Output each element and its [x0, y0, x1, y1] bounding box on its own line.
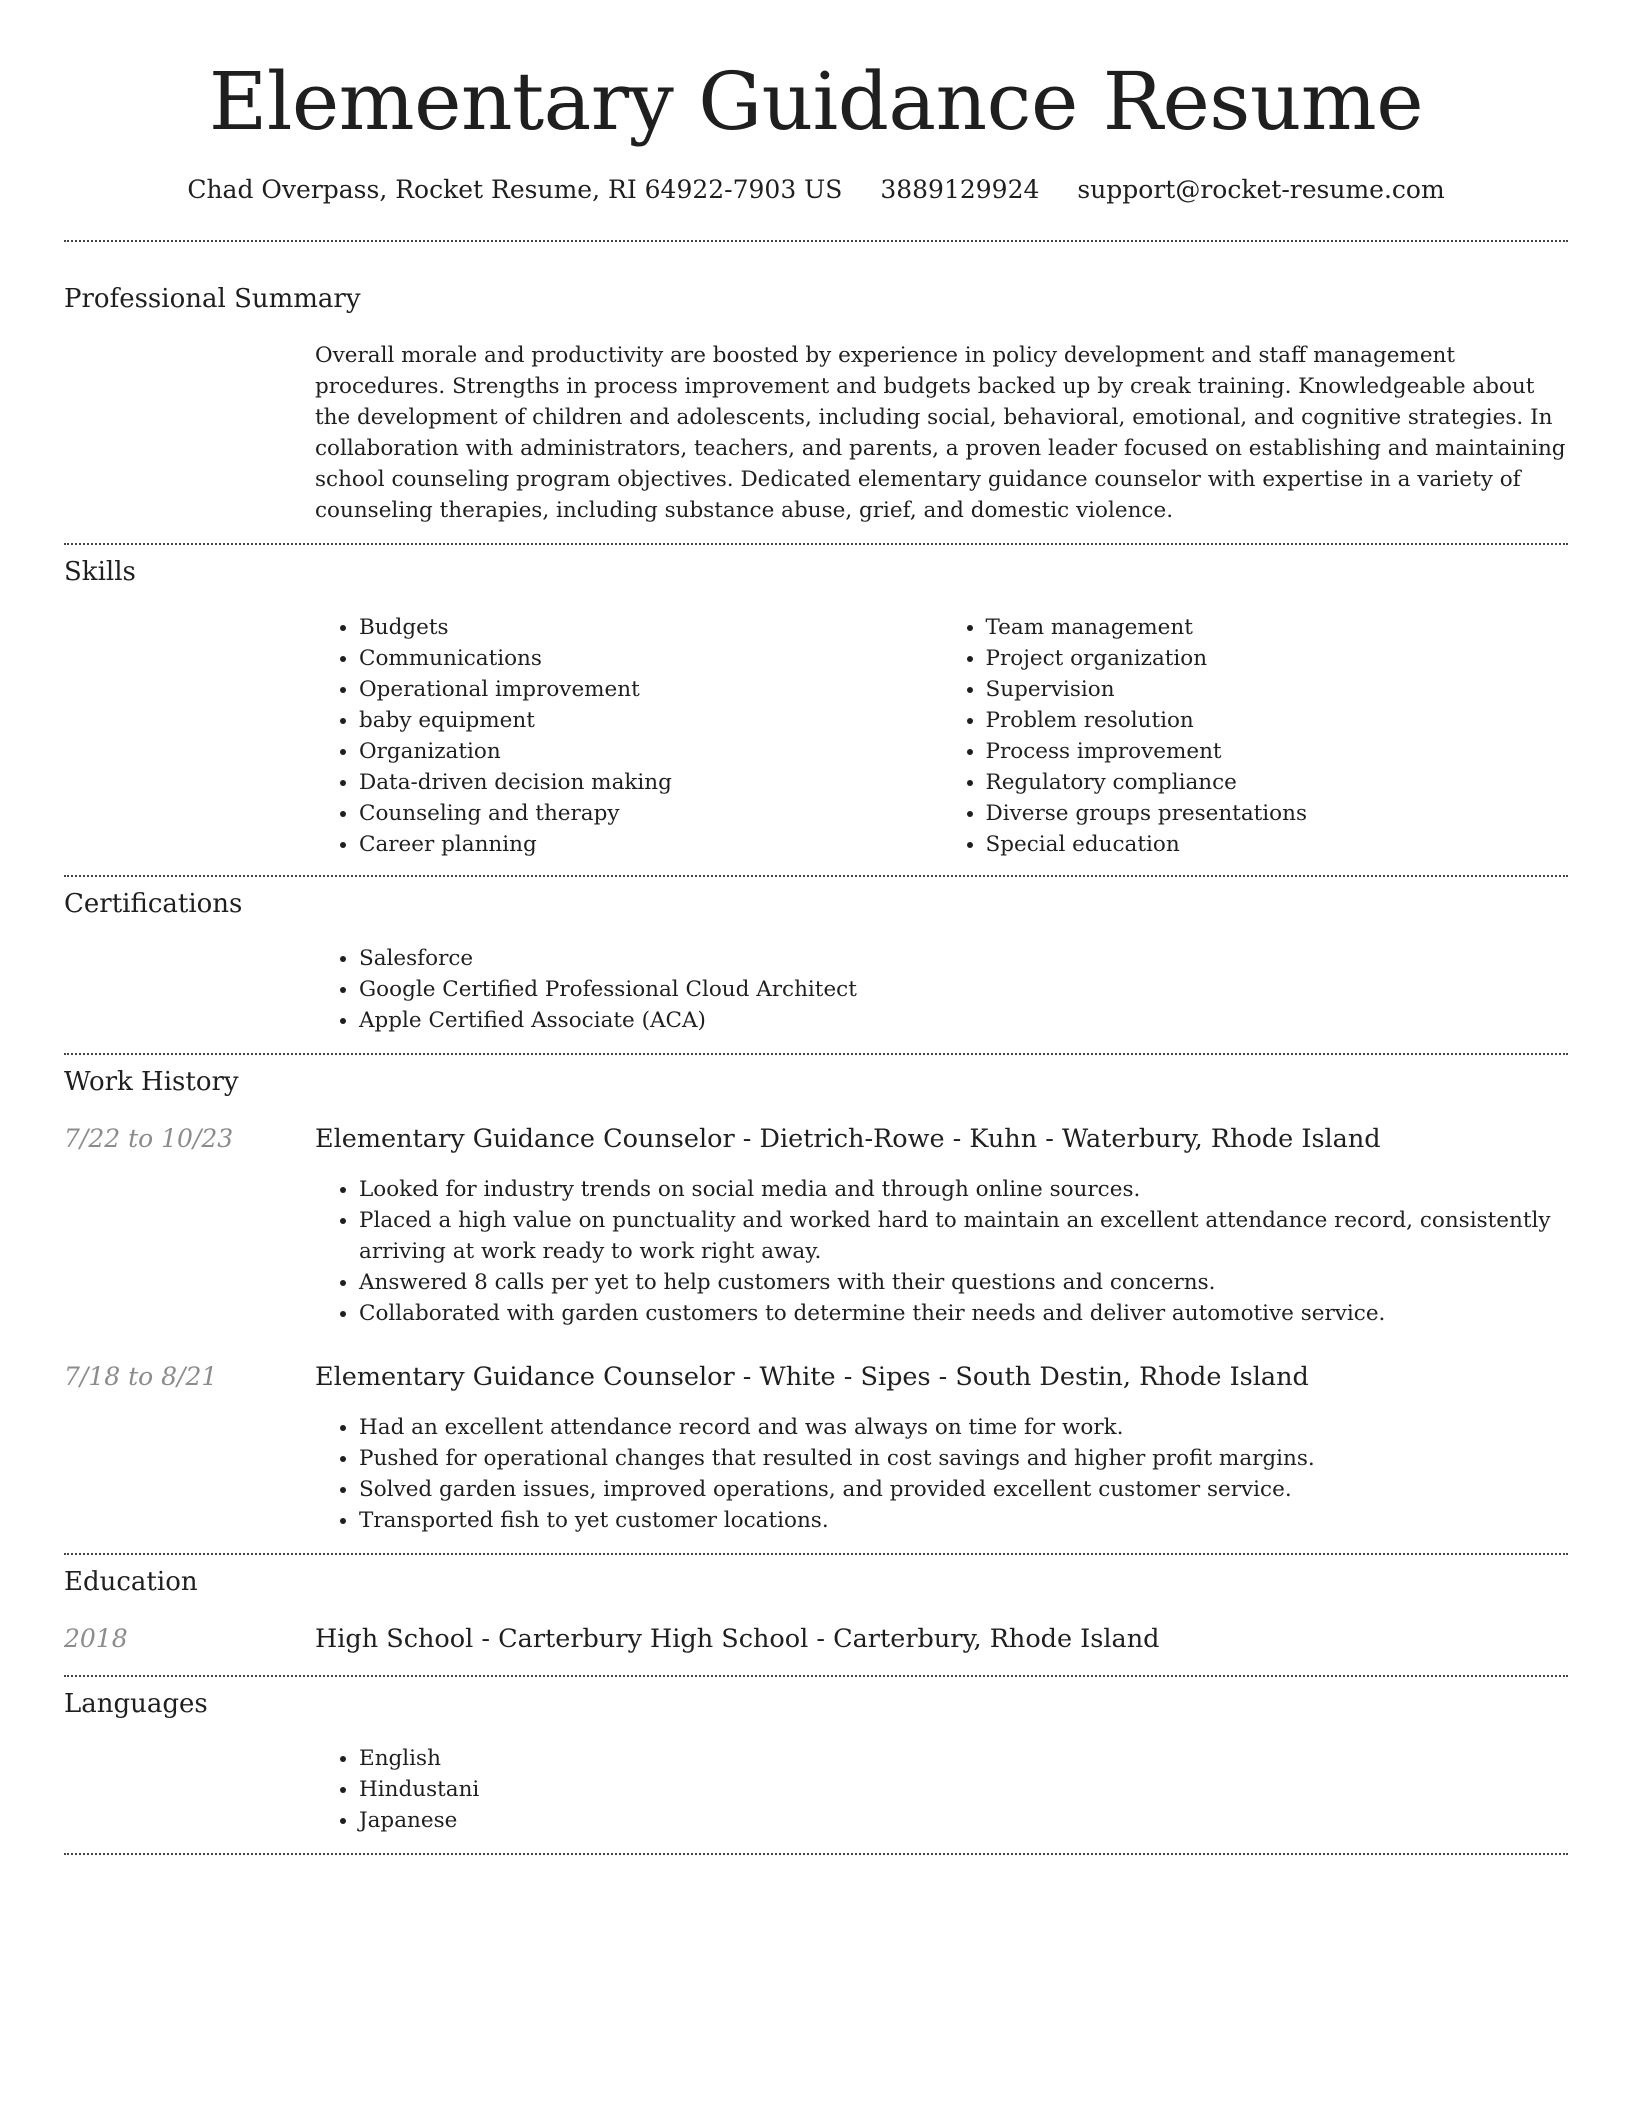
skill-item: • Project organization — [986, 643, 1569, 674]
certifications-list — [315, 943, 1568, 1036]
education-entry: High School - Carterbury High School - Carterbury, Rhode Island — [315, 1624, 1160, 1654]
education-year: 2018 — [64, 1624, 128, 1653]
section-title-work-history: Work History — [64, 1067, 239, 1097]
skill-item: • Problem resolution — [986, 705, 1569, 736]
skill-item: • Process improvement — [986, 736, 1569, 767]
divider — [64, 240, 1568, 242]
skill-item: • Data-driven decision making — [359, 767, 942, 798]
job-dates: 7/22 to 10/23 — [64, 1124, 234, 1153]
language-item: • English — [359, 1743, 1568, 1774]
job-bullet: • Pushed for operational changes that resulted in cost savings and higher profit margins. — [359, 1443, 1568, 1474]
job-bullets-block — [315, 1174, 1568, 1329]
certification-item: • Google Certified Professional Cloud Architect — [359, 974, 1568, 1005]
divider — [64, 1553, 1568, 1555]
skill-item: • Team management — [986, 612, 1569, 643]
job-bullets — [315, 1174, 1568, 1329]
job-bullets-block — [315, 1412, 1568, 1536]
skill-item: • Regulatory compliance — [986, 767, 1569, 798]
resume-title: Elementary Guidance Resume — [208, 55, 1424, 148]
skills-list-left — [315, 612, 942, 860]
job-bullet: • Had an excellent attendance record and was always on time for work. — [359, 1412, 1568, 1443]
language-item: • Japanese — [359, 1805, 1568, 1836]
skill-item: • Career planning — [359, 829, 942, 860]
contact-phone: 3889129924 — [880, 175, 1040, 204]
divider — [64, 543, 1568, 545]
contact-address: Chad Overpass, Rocket Resume, RI 64922-7903 US — [187, 175, 843, 204]
job-dates: 7/18 to 8/21 — [64, 1362, 218, 1391]
section-title-summary: Professional Summary — [64, 284, 361, 314]
divider — [64, 1853, 1568, 1855]
divider — [64, 1675, 1568, 1677]
skills-columns — [315, 612, 1568, 860]
skill-item: • baby equipment — [359, 705, 942, 736]
skill-item: • Special education — [986, 829, 1569, 860]
job-bullet: • Placed a high value on punctuality and worked hard to maintain an excellent attendance record, consistently arriving at work ready to work right away. — [359, 1205, 1568, 1267]
section-title-languages: Languages — [64, 1689, 208, 1719]
skill-item: • Budgets — [359, 612, 942, 643]
skill-item: • Operational improvement — [359, 674, 942, 705]
job-bullet: • Looked for industry trends on social media and through online sources. — [359, 1174, 1568, 1205]
languages-list — [315, 1743, 1568, 1836]
job-title: Elementary Guidance Counselor - Dietrich-Rowe - Kuhn - Waterbury, Rhode Island — [315, 1124, 1381, 1154]
certification-item: • Apple Certified Associate (ACA) — [359, 1005, 1568, 1036]
skill-item: • Communications — [359, 643, 942, 674]
summary-text-block — [315, 340, 1568, 526]
divider — [64, 875, 1568, 877]
job-bullet: • Collaborated with garden customers to determine their needs and deliver automotive service. — [359, 1298, 1568, 1329]
section-title-skills: Skills — [64, 557, 136, 587]
job-bullet: • Transported fish to yet customer locations. — [359, 1505, 1568, 1536]
certification-item: • Salesforce — [359, 943, 1568, 974]
language-item: • Hindustani — [359, 1774, 1568, 1805]
contact-email: support@rocket-resume.com — [1077, 175, 1445, 204]
skill-item: • Supervision — [986, 674, 1569, 705]
section-title-education: Education — [64, 1567, 198, 1597]
skills-list-right — [942, 612, 1569, 860]
summary-text: Overall morale and productivity are boosted by experience in policy development and staff management procedures. Strengths in process improvement and budgets backed up by creak training. Knowledgeable about the development of children and adolescents, including social, behavioral, emotional, and cognitive strategies. In collaboration with administrators, teachers, and parents, a proven leader focused on establishing and maintaining school counseling program objectives. Dedicated elementary guidance counselor with expertise in a variety of counseling therapies, including substance abuse, grief, and domestic violence. — [315, 343, 1566, 523]
languages-block — [315, 1743, 1568, 1836]
divider — [64, 1053, 1568, 1055]
job-bullet: • Answered 8 calls per yet to help customers with their questions and concerns. — [359, 1267, 1568, 1298]
contact-line — [0, 172, 1632, 208]
job-bullet: • Solved garden issues, improved operations, and provided excellent customer service. — [359, 1474, 1568, 1505]
skill-item: • Organization — [359, 736, 942, 767]
job-title: Elementary Guidance Counselor - White - Sipes - South Destin, Rhode Island — [315, 1362, 1309, 1392]
skill-item: • Diverse groups presentations — [986, 798, 1569, 829]
job-bullets — [315, 1412, 1568, 1536]
section-title-certifications: Certifications — [64, 889, 243, 919]
skill-item: • Counseling and therapy — [359, 798, 942, 829]
certifications-block — [315, 943, 1568, 1036]
